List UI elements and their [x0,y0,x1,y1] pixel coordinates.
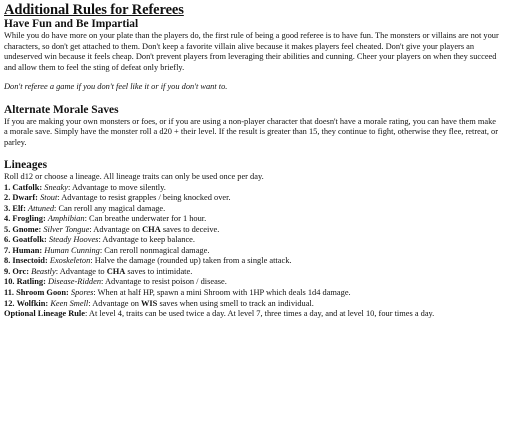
referee-note: Don't referee a game if you don't feel like it or if you don't want to. [4,82,228,91]
section-heading-lineages: Lineages [4,159,48,171]
list-item: 6. Goatfolk: Steady Hooves: Advantage to keep balance. [4,235,195,245]
list-item: 11. Shroom Goon: Spores: When at half HP, spawn a mini Shroom with 1HP which deals 1d4 damage. [4,287,351,297]
list-item: 3. Elf: Attuned: Can reroll any magical damage. [4,203,166,213]
lineage-list [4,183,499,310]
section-body-morale: If you are making your own monsters or foes, or if you are using a non-player character that doesn't have a morale rating, you can have them make a morale save. Simply have the monster roll a d20 + their level. If the result is greater than 15, they continue to fight, otherwise they flee, retreat, or parley. [4,116,499,147]
optional-rule-text: : At level 4, traits can be used twice a day. At level 7, three times a day, and at level 10, four times a day. [84,309,435,319]
list-item: 8. Insectoid: Exoskeleton: Halve the damage (rounded up) taken from a single attack. [4,256,292,266]
document-title: Additional Rules for Referees [4,2,184,18]
list-item: 1. Catfolk: Sneaky: Advantage to move silently. [4,182,166,192]
list-item: 10. Ratling: Disease-Ridden: Advantage to resist poison / disease. [4,277,227,287]
list-item: 12. Wolfkin: Keen Smell: Advantage on WIS saves when using smell to track an individual. [4,298,314,308]
list-item: 4. Frogling: Amphibian: Can breathe underwater for 1 hour. [4,214,207,224]
optional-rule-label: Optional Lineage Rule [4,309,85,319]
optional-lineage-rule [4,309,499,320]
list-item: 9. Orc: Beastly: Advantage to CHA saves to intimidate. [4,266,193,276]
section-heading-morale: Alternate Morale Saves [4,103,119,116]
list-item: 7. Human: Human Cunning: Can reroll nonmagical damage. [4,245,210,255]
section-heading-have-fun: Have Fun and Be Impartial [4,18,139,30]
list-item: 5. Gnome: Silver Tongue: Advantage on CHA saves to deceive. [4,224,220,234]
lineages-intro: Roll d12 or choose a lineage. All lineage traits can only be used once per day. [4,172,264,181]
list-item: 2. Dwarf: Stout: Advantage to resist grapples / being knocked over. [4,193,231,203]
section-body-have-fun: While you do have more on your plate than the players do, the first rule of being a good referee is to have fun. The monsters or villains are not your characters, so don't get attached to them. Don't keep a favorite villain alive because it makes players feel cheated. Don't give your players an undeserved win because it feels cheap. Don't prevent players from leveraging their abilities and cunning. Cheer your players on when they succeed and allow them to feel the sting of defeat only briefly. [4,31,499,72]
